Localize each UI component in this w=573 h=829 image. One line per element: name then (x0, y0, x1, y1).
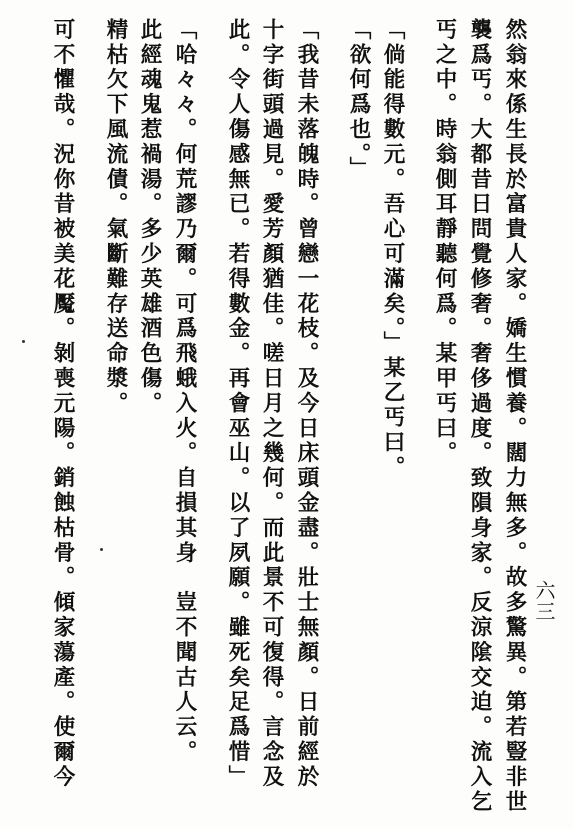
text-column-6: 「我昔未落魄時。曾戀一花枝。及今日床頭金盡。壯士無顏。日前經於 (294, 18, 319, 790)
scan-speck (22, 340, 25, 343)
text-column-1: 然翁來係生長於富貴人家。嬌生慣養。闊力無多。故多驚異。第若豎非世 (502, 18, 527, 815)
text-column-8: 此。令人傷感無已。若得數金。再會巫山。以了夙願。雖死矣足爲惜」 (225, 18, 250, 790)
text-column-3: 丐之中。時翁側耳靜聽何爲。某甲丐曰。 (432, 18, 457, 467)
text-column-12: 可不懼哉。況你昔被美花魘。剝喪元陽。銷蝕枯骨。傾家蕩產。使爾今 (50, 18, 75, 790)
text-column-7: 十字街頭過見。愛芳顏猶佳。嗟日月之幾何。而此景不可復得。言念及 (259, 18, 284, 790)
page-number: 六三 (532, 580, 556, 622)
text-column-2: 襲爲丐。大都昔日問覺修奢。奢侈過度。致隕身家。反涼隂交迫。流入乞 (467, 18, 492, 815)
scan-speck (100, 548, 103, 551)
text-column-9: 「哈々々。何荒謬乃爾。可爲飛蛾入火。自損其身 豈不聞古人云。 (172, 18, 197, 765)
text-column-5: 「欲何爲也。」 (346, 18, 371, 182)
text-column-11: 精枯欠下風流債。氣斷難存送命漿。 (103, 18, 128, 417)
text-column-4: 「倘能得數元。吾心可滿矣。」某乙丐曰。 (380, 18, 405, 481)
text-column-10: 此經魂鬼惹禍湯。多少英雄酒色傷。 (137, 18, 162, 417)
